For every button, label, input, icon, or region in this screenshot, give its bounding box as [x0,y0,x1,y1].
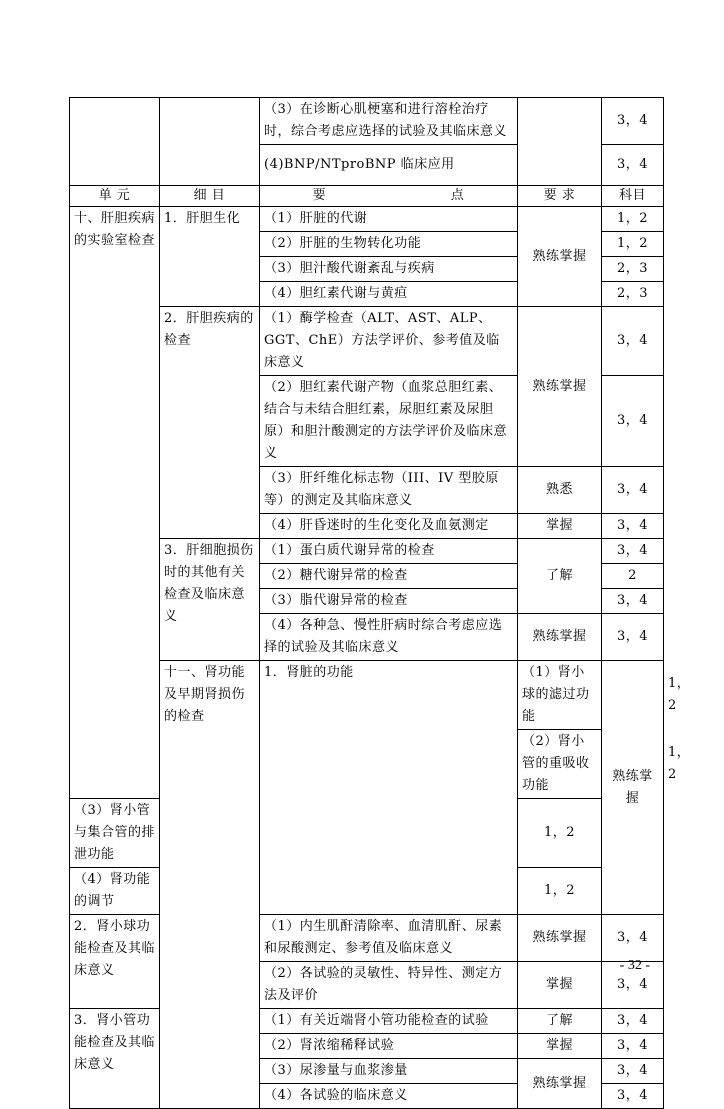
subject-cell: 1，2 [518,799,602,868]
syllabus-table: （3）在诊断心肌梗塞和进行溶栓治疗时，综合考虑应选择的试验及其临床意义 3，4 (4)BNP/NTproBNP 临床应用 3，4 单 元 细 目 要 点 要 求 科目 十、肝胆疾病的实验室检查 1．肝胆生化 （1）肝脏的代谢 熟练掌握 1，2 （2）肝脏的生物转化功能 1，2 （3）胆汁酸代谢紊乱与疾病 2，3 （4）胆红素代谢与黄疸 2，3 2．肝胆疾病的检查 （1）酶学检查（ALT、AST、ALP、GGT、ChE）方法学评价、参考值及临床意义 熟练掌握 3，4 （2）胆红素代谢产物（血浆总胆红素、结合与未结合胆红素，尿胆红素及尿胆原）和胆汁酸测定的方法学评价及临床意义 3，4 （3）肝纤维化标志物（III、IV 型胶原等）的测定及其临床意义 熟悉 3，4 （4）肝昏迷时的生化变化及血氨测定 掌握 3，4 3．肝细胞损伤时的其他有关检查及临床意义 （1）蛋白质代谢异常的检查 了解 3，4 （2）糖代谢异常的检查 2 （3）脂代谢异常的检查 3，4 （4）各种急、慢性肝病时综合考虑应选择的试验及其临床意义 熟练掌握 3，4 十一、肾功能及早期肾损伤的检查 1．肾脏的功能 （1）肾小球的滤过功能 熟练掌握 1，2 （2）肾小管的重吸收功能 1，2 （3）肾小管与集合管的排泄功能 1，2 （4）肾功能的调节 1，2 2．肾小球功能检查及其临床意义 （1）内生肌酐清除率、血清肌酐、尿素和尿酸测定、参考值及临床意义 熟练掌握 3，4 （2）各试验的灵敏性、特异性、测定方法及评价 掌握 3，4 3．肾小管功能检查及其临床意义 （1）有关近端肾小管功能检查的试验 了解 3，4 （2）肾浓缩稀释试验 掌握 3，4 （3）尿渗量与血浆渗量 熟练掌握 3，4 （4）各试验的临床意义 3，4 [69,97,664,1109]
subject-cell: 3，4 [602,539,664,564]
subject-cell: 3，4 [602,467,664,514]
point-cell: （1）内生肌酐清除率、血清肌酐、尿素和尿酸测定、参考值及临床意义 [260,915,518,962]
header-detail: 细 目 [160,186,260,207]
req-cell: 掌握 [518,962,602,1009]
req-cell: 掌握 [518,514,602,539]
point-cell: （2）胆红素代谢产物（血浆总胆红素、结合与未结合胆红素，尿胆红素及尿胆原）和胆汁酸测定的方法学评价及临床意义 [260,376,518,467]
subject-cell: 3，4 [602,1059,664,1084]
point-cell: （1）蛋白质代谢异常的检查 [260,539,518,564]
subject-cell: 3，4 [602,1084,664,1109]
req-cell: 了解 [518,1009,602,1034]
point-cell: （1）有关近端肾小管功能检查的试验 [260,1009,518,1034]
subject-cell: 3，4 [602,98,664,145]
req-cell [518,98,602,186]
header-row [70,186,664,207]
subject-cell: 1，2 [518,868,602,915]
header-point: 要 点 [260,186,518,207]
req-cell: 熟练掌握 [602,661,664,915]
header-req: 要 求 [518,186,602,207]
point-cell: （4）肝昏迷时的生化变化及血氨测定 [260,514,518,539]
point-cell: (4)BNP/NTproBNP 临床应用 [260,145,518,186]
subject-cell: 3，4 [602,1034,664,1059]
unit-10-sub-3: 3．肝细胞损伤时的其他有关检查及临床意义 [160,539,260,661]
subject-cell: 1，2 [602,207,664,232]
point-cell: （3）胆汁酸代谢紊乱与疾病 [260,257,518,282]
point-cell: （4）各种急、慢性肝病时综合考虑应选择的试验及其临床意义 [260,614,518,661]
unit-10-sub-1: 1．肝胆生化 [160,207,260,307]
point-cell: （1）酶学检查（ALT、AST、ALP、GGT、ChE）方法学评价、参考值及临床意义 [260,307,518,376]
subject-cell: 3，4 [602,307,664,376]
req-cell: 掌握 [518,1034,602,1059]
point-cell: （1）肝脏的代谢 [260,207,518,232]
subject-cell: 3，4 [602,1009,664,1034]
header-unit: 单 元 [70,186,160,207]
point-cell: （3）在诊断心肌梗塞和进行溶栓治疗时，综合考虑应选择的试验及其临床意义 [260,98,518,145]
req-cell: 熟练掌握 [518,1059,602,1109]
subject-cell: 3，4 [602,376,664,467]
header-subject: 科目 [602,186,664,207]
point-cell: （4）胆红素代谢与黄疸 [260,282,518,307]
subject-cell: 3，4 [602,614,664,661]
detail-cell [160,98,260,186]
req-cell: 熟练掌握 [518,614,602,661]
point-cell: （2）糖代谢异常的检查 [260,564,518,589]
point-cell: （2）肾浓缩稀释试验 [260,1034,518,1059]
subject-cell: 3，4 [602,589,664,614]
subject-cell: 2 [602,564,664,589]
subject-cell: 3，4 [602,514,664,539]
unit-11-sub-3: 3．肾小管功能检查及其临床意义 [70,1009,160,1109]
unit-10-sub-2: 2．肝胆疾病的检查 [160,307,260,539]
subject-cell: 3，4 [602,962,664,1009]
req-cell: 熟练掌握 [518,207,602,307]
point-cell: （2）肾小管的重吸收功能 [518,730,602,799]
page-number: - 32 - [619,958,650,973]
unit-11-sub-2: 2．肾小球功能检查及其临床意义 [70,915,160,1009]
subject-cell: 3，4 [602,145,664,186]
point-cell: （4）肾功能的调节 [70,868,160,915]
point-cell: （3）肾小管与集合管的排泄功能 [70,799,160,868]
point-cell: （3）脂代谢异常的检查 [260,589,518,614]
unit-11-name: 十一、肾功能及早期肾损伤的检查 [160,661,260,1109]
unit-11-sub-1: 1．肾脏的功能 [260,661,518,915]
point-cell: （3）肝纤维化标志物（III、IV 型胶原等）的测定及其临床意义 [260,467,518,514]
point-cell: （2）各试验的灵敏性、特异性、测定方法及评价 [260,962,518,1009]
req-cell: 熟练掌握 [518,915,602,962]
unit-cell [70,98,160,186]
point-cell: （1）肾小球的滤过功能 [518,661,602,730]
req-cell: 熟练掌握 [518,307,602,467]
subject-cell: 3，4 [602,915,664,962]
point-cell: （4）各试验的临床意义 [260,1084,518,1109]
point-cell: （3）尿渗量与血浆渗量 [260,1059,518,1084]
unit-10-name: 十、肝胆疾病的实验室检查 [70,207,160,799]
point-cell: （2）肝脏的生物转化功能 [260,232,518,257]
subject-cell: 1，2 [602,232,664,257]
subject-cell: 2，3 [602,257,664,282]
req-cell: 熟悉 [518,467,602,514]
req-cell: 了解 [518,539,602,614]
subject-cell: 2，3 [602,282,664,307]
